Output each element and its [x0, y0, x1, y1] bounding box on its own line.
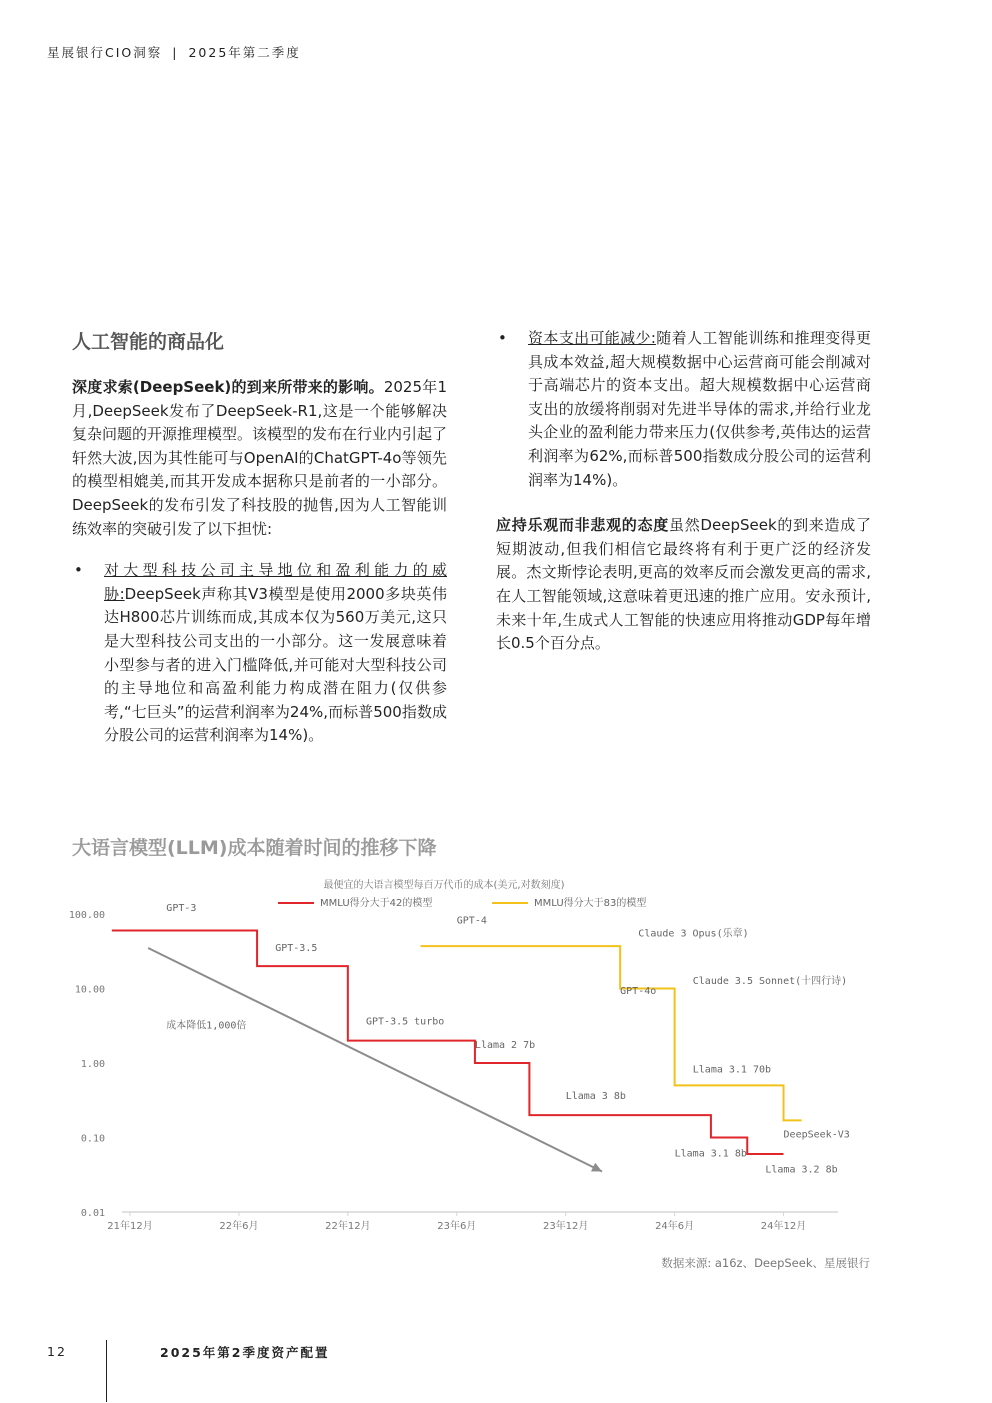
model-label: 成本降低1,000倍: [166, 1020, 247, 1032]
series-line-mmlu42: [112, 931, 784, 1155]
chart-title: 大语言模型(LLM)成本随着时间的推移下降: [72, 837, 437, 859]
model-label: GPT-3.5: [275, 942, 318, 954]
model-label: Claude 3.5 Sonnet(十四行诗): [692, 975, 848, 987]
x-tick-label: 24年6月: [655, 1221, 695, 1232]
model-label: GPT-3: [166, 902, 197, 914]
header-publication: 星展银行CIO洞察: [47, 45, 163, 60]
trend-arrow-line: [148, 948, 602, 1172]
optimism-text: 虽然DeepSeek的到来造成了短期波动,但我们相信它最终将有利于更广泛的经济发展。杰文斯悖论表明,更高的效率反而会激发更高的需求,在人工智能领域,这意味着更迅速的推广应用。安永预计,未来十年,生成式人工智能的快速应用将推动GDP每年增长0.5个百分点。: [496, 516, 871, 653]
bullet-threat-text: DeepSeek声称其V3模型是使用2000多块英伟达H800芯片训练而成,其成本仅为560万美元,这只是大型科技公司支出的一小部分。这一发展意味着小型参与者的进入门槛降低,并可能对大型科技公司的主导地位和高盈利能力构成潜在阻力(仅供参考,“七巨头”的运营利润率为24%,而标普500指数成分股公司的运营利润率为14%)。: [104, 584, 447, 745]
page-header: [47, 43, 301, 61]
header-period: 2025年第二季度: [188, 45, 301, 60]
bullet-threat: [72, 559, 447, 748]
model-label: Llama 3.2 8b: [765, 1164, 838, 1176]
footer-title: 2025年第2季度资产配置: [160, 1345, 330, 1360]
optimism-paragraph: [496, 514, 871, 656]
x-tick-label: 22年12月: [325, 1221, 371, 1232]
right-column: [496, 327, 871, 656]
model-label: GPT-4o: [620, 985, 657, 997]
x-tick-label: 24年12月: [760, 1221, 807, 1232]
left-column: [72, 376, 447, 748]
bullet-capex-heading: 资本支出可能减少:: [528, 329, 656, 347]
bullet-dot: •: [74, 561, 83, 580]
bullet-threat-heading: 对大型科技公司主导地位和盈利能力的威胁:: [104, 561, 447, 603]
y-tick-label: 10.00: [74, 984, 105, 996]
intro-text: 2025年1月,DeepSeek发布了DeepSeek-R1,这是一个能够解决复杂问题的开源推理模型。该模型的发布在行业内引起了轩然大波,因为其性能可与OpenAI的ChatGPT-4o等领先的模型相媲美,而其开发成本据称只是前者的一小部分。DeepSeek的发布引发了科技股的抛售,因为人工智能训练效率的突破引发了以下担忧:: [72, 378, 448, 538]
model-label: Llama 3 8b: [565, 1090, 626, 1102]
legend-label: MMLU得分大于83的模型: [534, 898, 647, 909]
page-number: 12: [47, 1344, 67, 1359]
bullet-dot: •: [498, 329, 507, 347]
model-label: Llama 2 7b: [474, 1039, 536, 1051]
model-label: Llama 3.1 70b: [692, 1064, 772, 1076]
model-label: Claude 3 Opus(乐章): [638, 928, 749, 940]
data-source: 数据来源: a16z、DeepSeek、星展银行: [661, 1256, 870, 1270]
x-tick-label: 22年6月: [219, 1221, 259, 1232]
y-tick-label: 100.00: [68, 910, 105, 921]
chart-subtitle: 最便宜的大语言模型每百万代币的成本(美元,对数刻度): [323, 880, 565, 891]
model-label: GPT-4: [456, 915, 487, 927]
legend-label: MMLU得分大于42的模型: [320, 898, 433, 909]
y-tick-label: 0.01: [80, 1208, 105, 1219]
y-tick-label: 1.00: [80, 1059, 105, 1070]
model-label: GPT-3.5 turbo: [366, 1016, 445, 1028]
intro-bold-lead: 深度求索(DeepSeek)的到来所带来的影响。: [72, 378, 384, 396]
header-separator: |: [172, 45, 179, 60]
y-tick-label: 0.10: [80, 1133, 105, 1145]
intro-paragraph: [72, 376, 447, 541]
optimism-bold-lead: 应持乐观而非悲观的态度: [496, 516, 669, 535]
bullet-capex-text: 随着人工智能训练和推理变得更具成本效益,超大规模数据中心运营商可能会削减对于高端芯片的资本支出。超大规模数据中心运营商支出的放缓将削弱对先进半导体的需求,并给行业龙头企业的盈利能力带来压力(仅供参考,英伟达的运营利润率为62%,而标普500指数成分股公司的运营利润率为14%)。: [528, 329, 871, 489]
model-label: Llama 3.1 8b: [674, 1148, 747, 1160]
bullet-capex: [496, 327, 871, 492]
x-tick-label: 23年6月: [437, 1221, 477, 1232]
model-label: DeepSeek-V3: [783, 1129, 850, 1141]
x-tick-label: 23年12月: [542, 1221, 589, 1232]
section-title: 人工智能的商品化: [72, 331, 225, 353]
footer-divider: [106, 1340, 107, 1402]
llm-cost-chart: [60, 872, 880, 1242]
x-tick-label: 21年12月: [107, 1221, 153, 1232]
